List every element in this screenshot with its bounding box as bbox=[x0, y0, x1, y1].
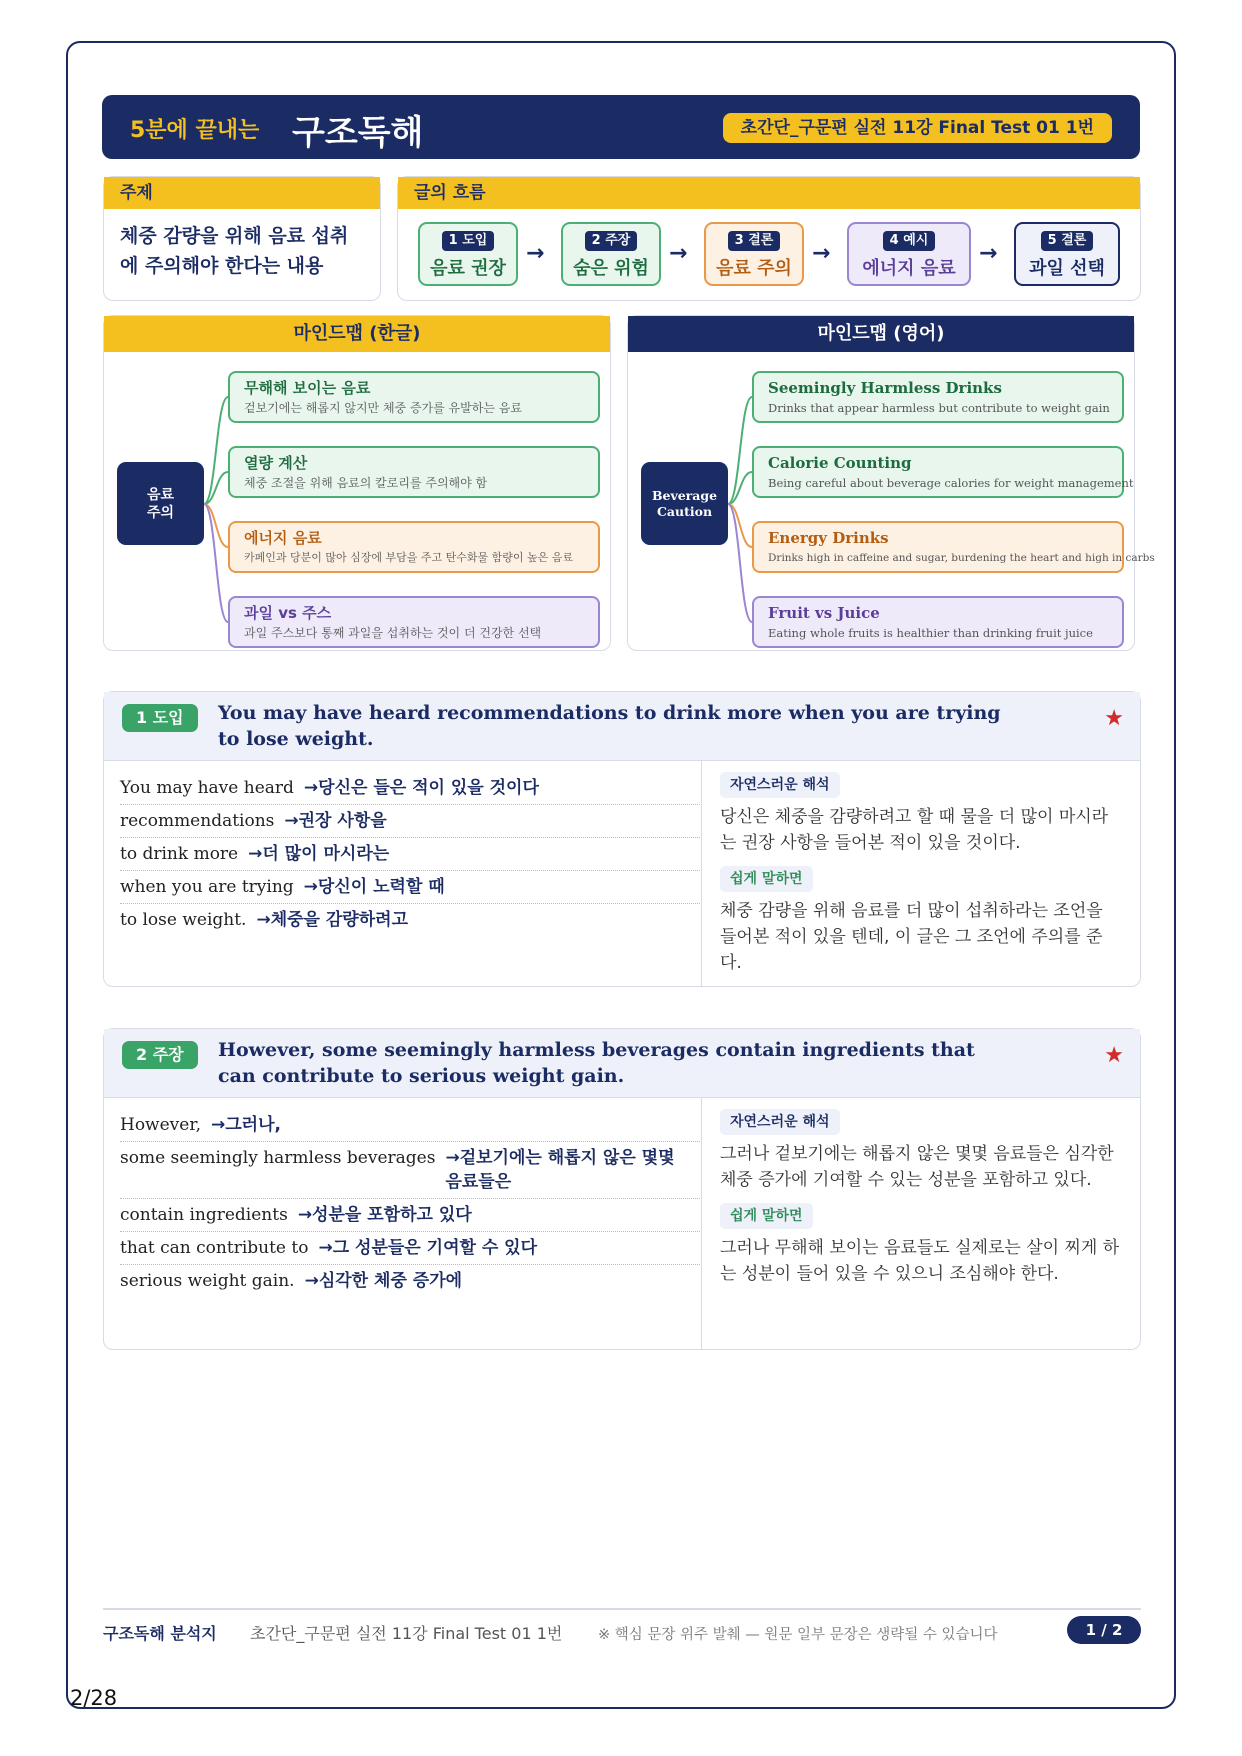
flow-step-label: 숨은 위험 bbox=[573, 258, 649, 279]
topic-text: 체중 감량을 위해 음료 섭취에 주의해야 한다는 내용 bbox=[120, 225, 349, 277]
mindmap-node-title: 과일 vs 주스 bbox=[244, 604, 332, 622]
topic-box bbox=[103, 176, 381, 301]
mindmap-center bbox=[641, 462, 728, 545]
flow-step-label: 음료 주의 bbox=[716, 258, 792, 279]
chunk-row bbox=[120, 805, 700, 838]
footer-title: 구조독해 분석지 bbox=[103, 1624, 217, 1643]
chunk-en: You may have heard bbox=[120, 778, 294, 798]
mindmap-center-label: Beverage Caution bbox=[651, 487, 718, 519]
mindmap-node bbox=[228, 371, 600, 423]
flow-step-number: 1 도입 bbox=[442, 231, 495, 251]
mindmap-node-desc: Drinks that appear harmless but contribute to weight gain bbox=[768, 401, 1110, 415]
easy-text: 그러나 무해해 보이는 음료들도 실제로는 살이 찌게 하는 성분이 들어 있을 수 있으니 조심해야 한다. bbox=[720, 1238, 1120, 1284]
mindmap-node-desc: 카페인과 당분이 많아 심장에 부담을 주고 탄수화물 함량이 높은 음료 bbox=[244, 551, 573, 564]
chunk-ko: →심각한 체중 증가에 bbox=[304, 1271, 463, 1291]
mindmap-node bbox=[752, 371, 1124, 423]
chunk-en: recommendations bbox=[120, 811, 275, 831]
interpretation-panel bbox=[720, 1109, 1122, 1297]
chunk-ko: →그 성분들은 기여할 수 있다 bbox=[318, 1238, 538, 1258]
page-number: 2/28 bbox=[70, 1686, 118, 1710]
section-tag: 2 주장 bbox=[122, 1041, 198, 1069]
chunk-ko: →성분을 포함하고 있다 bbox=[297, 1205, 472, 1225]
easy-text: 체중 감량을 위해 음료를 더 많이 섭취하라는 조언을 들어본 적이 있을 텐데, 이 글은 그 조언에 주의를 준다. bbox=[720, 901, 1103, 973]
section-divider bbox=[701, 760, 702, 986]
chunk-row bbox=[120, 1142, 700, 1199]
flow-step-4 bbox=[847, 222, 971, 286]
chunk-ko: →당신은 들은 적이 있을 것이다 bbox=[303, 778, 539, 798]
chunk-row bbox=[120, 904, 700, 936]
chunk-en: that can contribute to bbox=[120, 1238, 309, 1258]
mindmap-node-title: Fruit vs Juice bbox=[768, 604, 880, 622]
chunk-list bbox=[120, 1109, 700, 1297]
key-sentence: However, some seemingly harmless beverages contain ingredients that can contribute to serious weight gain. bbox=[218, 1039, 975, 1087]
mindmap-node bbox=[228, 521, 600, 573]
mindmap-node-title: 열량 계산 bbox=[244, 454, 308, 472]
arrow-right-icon: → bbox=[812, 241, 831, 266]
chunk-ko: →권장 사항을 bbox=[284, 811, 387, 831]
mindmap-node-desc: Drinks high in caffeine and sugar, burdening the heart and high in carbs bbox=[768, 552, 1155, 564]
chunk-row bbox=[120, 1109, 700, 1142]
arrow-right-icon: → bbox=[526, 241, 545, 266]
mindmap-center bbox=[117, 462, 204, 545]
footer-subtitle: 초간단_구문편 실전 11강 Final Test 01 1번 bbox=[250, 1624, 563, 1643]
flow-step-number: 2 주장 bbox=[585, 231, 638, 251]
mindmap-node bbox=[752, 596, 1124, 648]
easy-label: 쉽게 말하면 bbox=[720, 866, 813, 892]
section-divider bbox=[701, 1097, 702, 1349]
chunk-en: when you are trying bbox=[120, 877, 294, 897]
mindmap-node-title: 에너지 음료 bbox=[244, 529, 322, 547]
chunk-en: contain ingredients bbox=[120, 1205, 288, 1225]
chunk-row bbox=[120, 838, 700, 871]
chunk-en: to drink more bbox=[120, 844, 239, 864]
mindmap-node-title: Seemingly Harmless Drinks bbox=[768, 379, 1002, 397]
mindmap-node-desc: Being careful about beverage calories for weight management bbox=[768, 476, 1134, 490]
arrow-right-icon: → bbox=[669, 241, 688, 266]
flow-step-3 bbox=[704, 222, 804, 286]
mindmap-node-title: 무해해 보이는 음료 bbox=[244, 379, 371, 397]
arrow-right-icon: → bbox=[979, 241, 998, 266]
mindmap-node bbox=[228, 596, 600, 648]
chunk-ko: →겉보기에는 해롭지 않은 몇몇 음료들은 bbox=[445, 1148, 675, 1192]
flow-step-number: 3 결론 bbox=[728, 231, 781, 251]
flow-step-5 bbox=[1014, 222, 1120, 286]
mindmap-node bbox=[752, 446, 1134, 498]
natural-label: 자연스러운 해석 bbox=[720, 772, 840, 798]
flow-step-2 bbox=[561, 222, 661, 286]
chunk-en: serious weight gain. bbox=[120, 1271, 295, 1291]
key-sentence: You may have heard recommendations to drink more when you are trying to lose weight. bbox=[218, 702, 1001, 750]
mindmap-node-desc: 겉보기에는 해롭지 않지만 체중 증가를 유발하는 음료 bbox=[244, 401, 522, 415]
mindmap-node-title: Energy Drinks bbox=[768, 529, 889, 547]
chunk-row bbox=[120, 1199, 700, 1232]
mindmap-node bbox=[752, 521, 1155, 573]
interpretation-panel bbox=[720, 772, 1122, 986]
mindmap-korean bbox=[103, 315, 611, 651]
mindmap-english-caption: 마인드맵 (영어) bbox=[628, 316, 1134, 352]
chunk-ko: →체중을 감량하려고 bbox=[256, 910, 408, 930]
mindmap-node-title: Calorie Counting bbox=[768, 454, 912, 472]
mindmap-node bbox=[228, 446, 600, 498]
flow-step-number: 4 예시 bbox=[883, 231, 936, 251]
topic-caption: 주제 bbox=[104, 177, 380, 209]
header-subtitle: 5분에 끝내는 bbox=[130, 118, 260, 143]
mindmap-english bbox=[627, 315, 1155, 651]
chunk-en: some seemingly harmless beverages bbox=[120, 1148, 436, 1168]
flow-caption: 글의 흐름 bbox=[398, 177, 1140, 209]
sentence-section-1 bbox=[103, 691, 1141, 987]
chunk-ko: →그러나, bbox=[211, 1115, 281, 1135]
header-banner bbox=[102, 95, 1140, 159]
chunk-row bbox=[120, 1232, 700, 1265]
star-icon: ★ bbox=[1104, 706, 1124, 731]
mindmap-node-desc: 체중 조절을 위해 음료의 칼로리를 주의해야 함 bbox=[244, 476, 488, 490]
flow-step-number: 5 결론 bbox=[1041, 231, 1094, 251]
lesson-badge: 초간단_구문편 실전 11강 Final Test 01 1번 bbox=[723, 113, 1112, 143]
flow-step-label: 음료 권장 bbox=[430, 258, 506, 279]
section-header bbox=[104, 692, 1140, 761]
flow-step-label: 과일 선택 bbox=[1029, 258, 1105, 279]
flow-step-1 bbox=[418, 222, 518, 286]
chunk-ko: →당신이 노력할 때 bbox=[303, 877, 445, 897]
mindmap-node-desc: 과일 주스보다 통째 과일을 섭취하는 것이 더 건강한 선택 bbox=[244, 626, 542, 640]
flow-step-label: 에너지 음료 bbox=[862, 258, 956, 279]
easy-label: 쉽게 말하면 bbox=[720, 1203, 813, 1229]
chunk-ko: →더 많이 마시라는 bbox=[248, 844, 390, 864]
footer-page-badge: 1 / 2 bbox=[1067, 1616, 1141, 1644]
chunk-en: to lose weight. bbox=[120, 910, 247, 930]
section-tag: 1 도입 bbox=[122, 704, 198, 732]
mindmap-center-label: 음료 주의 bbox=[146, 486, 175, 521]
chunk-row bbox=[120, 871, 700, 904]
chunk-list bbox=[120, 772, 700, 936]
natural-label: 자연스러운 해석 bbox=[720, 1109, 840, 1135]
mindmap-korean-caption: 마인드맵 (한글) bbox=[104, 316, 610, 352]
chunk-row bbox=[120, 1265, 700, 1297]
natural-text: 당신은 체중을 감량하려고 할 때 물을 더 많이 마시라는 권장 사항을 들어본 적이 있을 것이다. bbox=[720, 807, 1109, 853]
natural-text: 그러나 겉보기에는 해롭지 않은 몇몇 음료들은 심각한 체중 증가에 기여할 수 있는 성분을 포함하고 있다. bbox=[720, 1144, 1114, 1190]
footer-rule bbox=[103, 1608, 1141, 1610]
mindmap-node-desc: Eating whole fruits is healthier than drinking fruit juice bbox=[768, 626, 1093, 640]
chunk-row bbox=[120, 772, 700, 805]
star-icon: ★ bbox=[1104, 1043, 1124, 1068]
footer-note: ※ 핵심 문장 위주 발췌 — 원문 일부 문장은 생략될 수 있습니다 bbox=[598, 1627, 998, 1643]
header-title: 구조독해 bbox=[292, 113, 424, 153]
flow-box bbox=[397, 176, 1141, 301]
chunk-en: However, bbox=[120, 1115, 201, 1135]
sentence-section-2 bbox=[103, 1028, 1141, 1350]
section-header bbox=[104, 1029, 1140, 1098]
